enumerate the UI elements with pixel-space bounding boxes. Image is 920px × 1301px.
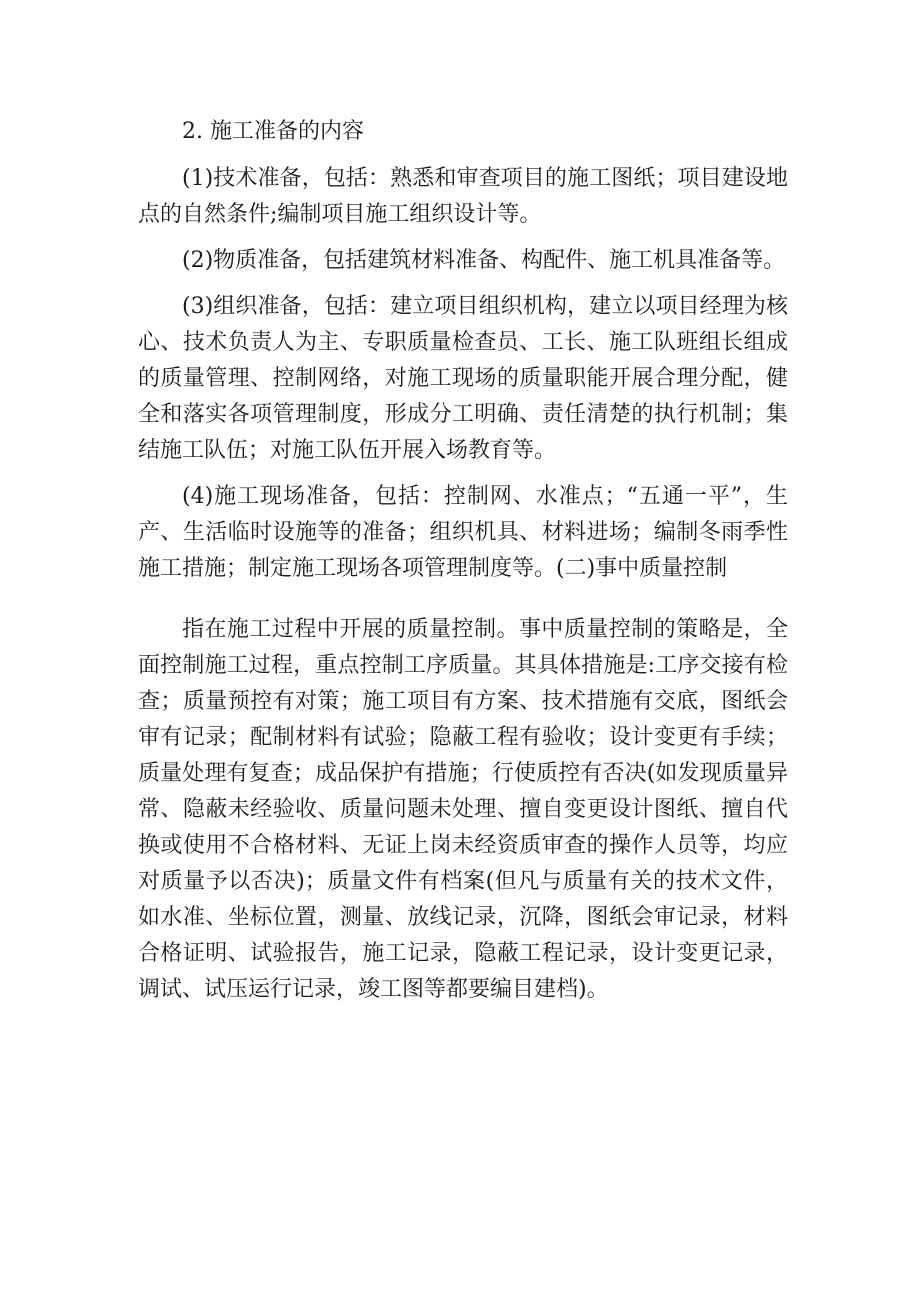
paragraph-site-preparation: (4)施工现场准备，包括：控制网、水准点；“五通一平”，生产、生活临时设施等的准备；组织机具、材料进场；编制冬雨季性施工措施；制定施工现场各项管理制度等。(二)事中质量控制 (138, 484, 788, 581)
paragraph-in-process-quality-control: 指在施工过程中开展的质量控制。事中质量控制的策略是，全面控制施工过程，重点控制工序质量。其具体措施是:工序交接有检查；质量预控有对策；施工项目有方案、技术措施有交底，图纸会审有记录；配制材料有试验；隐蔽工程有验收；设计变更有手续；质量处理有复查；成品保护有措施；行使质控有否决(如发现质量异常、隐蔽未经验收、质量问题未处理、擅自变更设计图纸、擅自代换或使用不合格材料、无证上岗未经资质审查的操作人员等，均应对质量予以否决)；质量文件有档案(但凡与质量有关的技术文件，如水准、坐标位置，测量、放线记录，沉降，图纸会审记录，材料合格证明、试验报告，施工记录，隐蔽工程记录，设计变更记录，调试、试压运行记录，竣工图等都要编目建档)。 (138, 617, 788, 1002)
paragraph-technical-preparation: (1)技术准备，包括：熟悉和审查项目的施工图纸；项目建设地点的自然条件;编制项目施工组织设计等。 (138, 166, 788, 227)
paragraph-organization-preparation: (3)组织准备，包括：建立项目组织机构，建立以项目经理为核心、技术负责人为主、专职质量检查员、工长、施工队班组长组成的质量管理、控制网络，对施工现场的质量职能开展合理分配，健全和落实各项管理制度，形成分工明确、责任清楚的执行机制；集结施工队伍；对施工队伍开展入场教育等。 (138, 294, 788, 463)
document-body (138, 114, 788, 1008)
section-heading: 2. 施工准备的内容 (182, 119, 364, 144)
paragraph-material-preparation: (2)物质准备，包括建筑材料准备、构配件、施工机具准备等。 (182, 248, 786, 273)
